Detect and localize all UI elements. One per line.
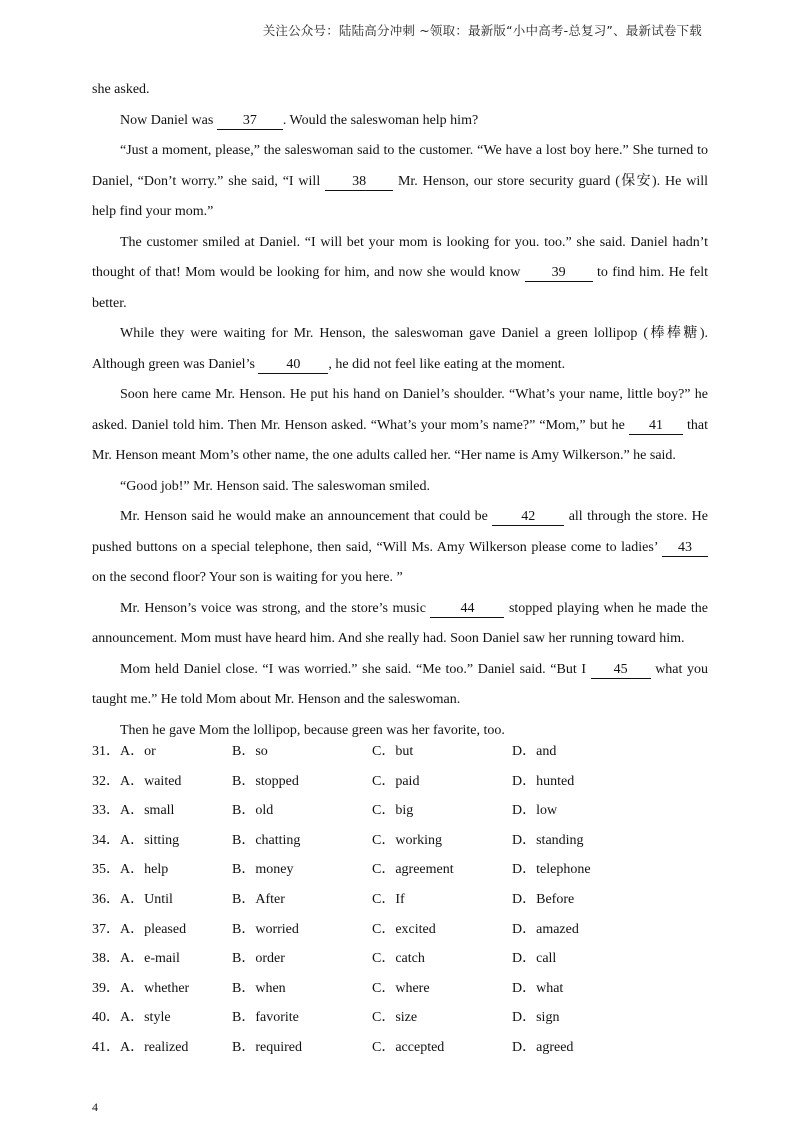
blank-43[interactable]: 43 [662, 540, 708, 557]
option-d[interactable]: D．standing [512, 832, 584, 848]
blank-37[interactable]: 37 [217, 113, 283, 130]
option-b[interactable]: B．order [232, 951, 285, 967]
option-d[interactable]: D．Before [512, 891, 575, 907]
passage [92, 75, 708, 746]
option-b[interactable]: B．old [232, 803, 274, 819]
option-d[interactable]: D．amazed [512, 921, 579, 937]
paragraph [92, 319, 708, 380]
option-a[interactable]: 38．A．e-mail [92, 951, 180, 967]
option-a[interactable]: 35．A．help [92, 862, 169, 878]
question-row [92, 1006, 708, 1036]
question-row [92, 799, 708, 829]
option-b[interactable]: B．stopped [232, 773, 299, 789]
text: Now Daniel was [120, 112, 217, 128]
option-a[interactable]: 33．A．small [92, 803, 175, 819]
text: she asked. [92, 82, 150, 97]
page-header: 关注公众号：陆陆高分冲刺 ~领取：最新版“小中高考-总复习”、最新试卷下载 [262, 23, 702, 38]
option-b[interactable]: B．money [232, 862, 294, 878]
option-b[interactable]: B．After [232, 891, 285, 907]
text: , he did not feel like eating at the moment. [328, 356, 566, 372]
option-a[interactable]: 41．A．realized [92, 1039, 189, 1055]
option-b[interactable]: B．favorite [232, 1010, 299, 1026]
option-c[interactable]: C．size [372, 1010, 418, 1026]
option-a[interactable]: 36．A．Until [92, 891, 173, 907]
text: Mr. Henson’s voice was strong, and the store’s music [120, 600, 431, 616]
text: “Good job!” Mr. Henson said. The saleswoman smiled. [120, 478, 431, 494]
blank-38[interactable]: 38 [325, 174, 393, 191]
text: Mr. Henson said he would make an announcement that could be [120, 509, 493, 524]
option-d[interactable]: D．low [512, 803, 558, 819]
blank-40[interactable]: 40 [258, 357, 328, 374]
option-b[interactable]: B．required [232, 1039, 302, 1055]
paragraph [92, 594, 708, 655]
text: Soon here came Mr. Henson. He put his hand on Daniel’s shoulder. “What’s your name, little boy?” he asked. Daniel told him. Then Mr. Henson asked. “What’s your mom’s name?” “Mom,” but he [92, 387, 708, 433]
option-b[interactable]: B．worried [232, 921, 299, 937]
option-c[interactable]: C．excited [372, 921, 436, 937]
option-a[interactable]: 39．A．whether [92, 980, 190, 996]
option-a[interactable]: 32．A．waited [92, 773, 182, 789]
text: Mom held Daniel close. “I was worried.” she said. “Me too.” Daniel said. “But I [120, 661, 591, 677]
options-list [92, 740, 708, 1066]
paragraph [92, 502, 708, 594]
text: “Just a moment, please,” the saleswoman said to the customer. “We have a lost boy here.” She turned to Daniel, “Don’t worry.” she said, “I will [92, 143, 708, 189]
option-d[interactable]: D．and [512, 744, 557, 759]
blank-39[interactable]: 39 [525, 265, 593, 282]
option-d[interactable]: D．what [512, 980, 564, 996]
text: . Would the saleswoman help him? [282, 112, 479, 128]
option-d[interactable]: D．sign [512, 1010, 560, 1026]
text: on the second floor? Your son is waiting for you here. ” [92, 570, 403, 585]
option-d[interactable]: D．call [512, 951, 557, 967]
blank-44[interactable]: 44 [430, 601, 504, 618]
option-a[interactable]: 37．A．pleased [92, 921, 187, 937]
question-row [92, 918, 708, 948]
option-a[interactable]: 40．A．style [92, 1010, 171, 1026]
question-row [92, 947, 708, 977]
option-c[interactable]: C．where [372, 980, 430, 996]
option-b[interactable]: B．so [232, 744, 268, 759]
text: all through the store. He pushed buttons on a special telephone, then said, “Will Ms. Amy Wilkerson please come to ladies’ [92, 509, 708, 555]
option-c[interactable]: C．agreement [372, 862, 454, 878]
question-row [92, 829, 708, 859]
text: The customer smiled at Daniel. “I will bet your mom is looking for you. too.” she said. Daniel hadn’t thought of that! Mom would be looking for him, and now she would know [92, 234, 708, 280]
question-row [92, 740, 708, 770]
paragraph [92, 380, 708, 472]
blank-42[interactable]: 42 [492, 509, 564, 526]
text: what you taught me.” He told Mom about Mr. Henson and the saleswoman. [92, 661, 709, 707]
option-c[interactable]: C．catch [372, 951, 425, 967]
option-b[interactable]: B．chatting [232, 832, 301, 848]
question-row [92, 1036, 708, 1066]
option-b[interactable]: B．when [232, 980, 286, 996]
question-row [92, 770, 708, 800]
question-row [92, 858, 708, 888]
text: stopped playing when he made the announcement. Mom must have heard him. And she really had. Soon Daniel saw her running toward him. [92, 600, 708, 646]
option-d[interactable]: D．agreed [512, 1039, 574, 1055]
option-c[interactable]: C．big [372, 803, 414, 819]
option-d[interactable]: D．telephone [512, 862, 591, 878]
text: Then he gave Mom the lollipop, because green was her favorite, too. [120, 722, 505, 738]
paragraph [92, 655, 708, 716]
text: While they were waiting for Mr. Henson, the saleswoman gave Daniel a green lollipop (棒棒糖). Although green was Daniel’s [92, 326, 708, 372]
text: to find him. He felt better. [92, 265, 708, 311]
option-c[interactable]: C．paid [372, 773, 420, 789]
paragraph [92, 75, 708, 106]
option-c[interactable]: C．accepted [372, 1039, 445, 1055]
blank-45[interactable]: 45 [591, 662, 651, 679]
option-a[interactable]: 34．A．sitting [92, 832, 180, 848]
question-row [92, 888, 708, 918]
question-row [92, 977, 708, 1007]
blank-41[interactable]: 41 [629, 418, 683, 435]
paragraph [92, 472, 708, 503]
option-c[interactable]: C．but [372, 744, 414, 759]
text: that Mr. Henson meant Mom’s other name, the one adults called her. “Her name is Amy Wilkerson.” he said. [92, 417, 708, 463]
paragraph [92, 136, 708, 228]
paragraph [92, 106, 708, 137]
option-c[interactable]: C．If [372, 891, 405, 907]
option-a[interactable]: 31．A．or [92, 744, 156, 759]
option-c[interactable]: C．working [372, 832, 442, 848]
paragraph [92, 228, 708, 320]
text: Mr. Henson, our store security guard (保安). He will help find your mom.” [92, 173, 708, 219]
page-number: 4 [92, 1100, 98, 1114]
option-d[interactable]: D．hunted [512, 773, 575, 789]
